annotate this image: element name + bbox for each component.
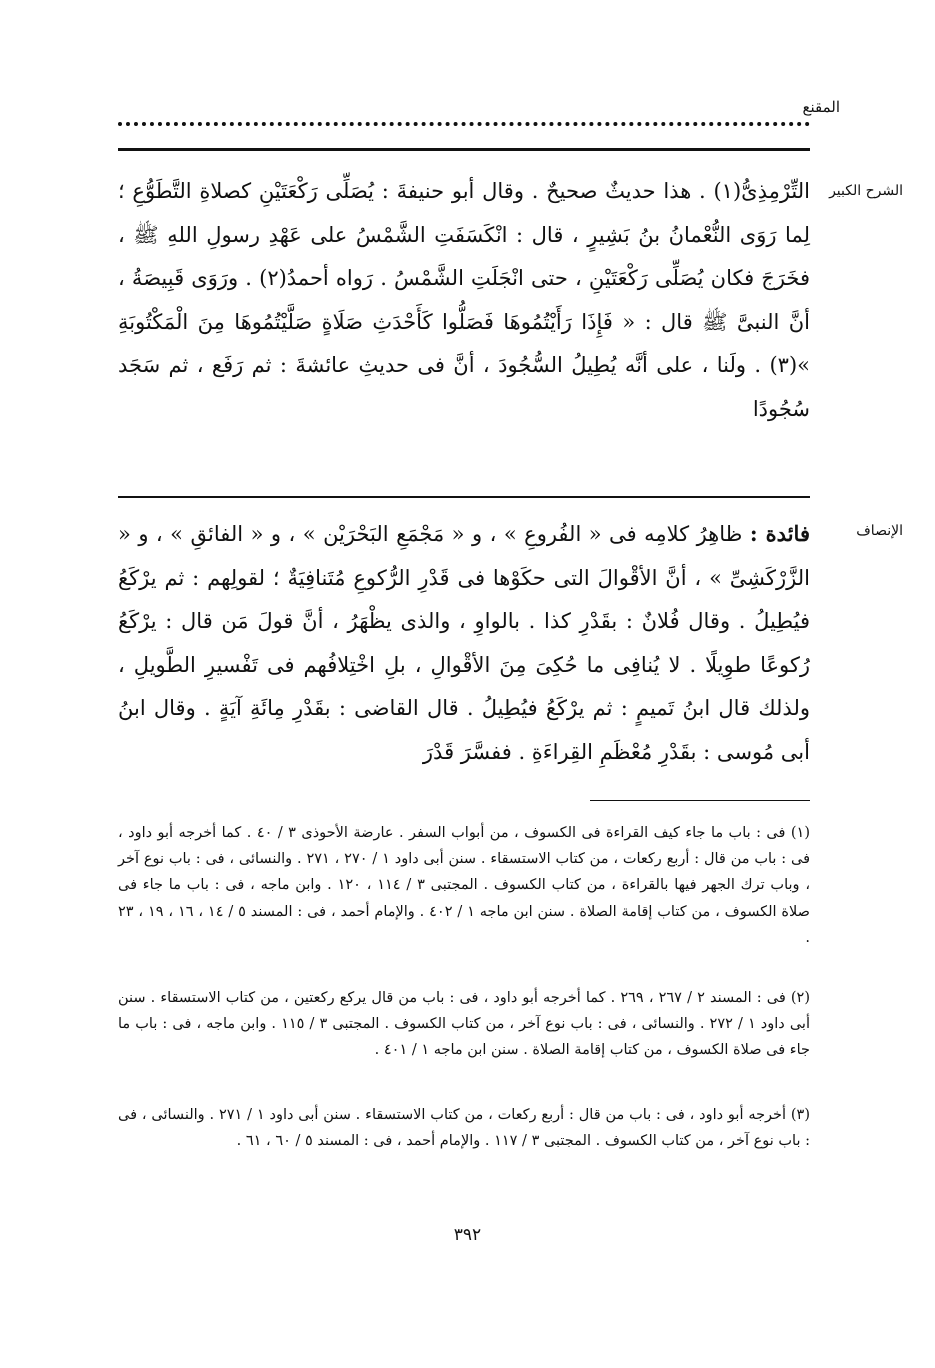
section-label-sharh: الشرح الكبير: [829, 183, 903, 199]
footnote-2: (٢) فى : المسند ٢ / ٢٦٧ ، ٢٦٩ . كما أخرجه أبو داود ، فى : باب من قال يركع ركعتين ، من كتاب الاستسقاء . سنن أبى داود ١ / ٢٧٢ . والنسائى ، فى : باب نوع آخر ، من كتاب الكسوف . المجتبى ٣ / ١١٥ . وابن ماجه ، فى : باب ما جاء فى صلاة الكسوف ، من كتاب إقامة الصلاة . سنن ابن ماجه ١ / ٤٠١ .: [118, 990, 811, 1059]
header-rule: [118, 148, 810, 151]
section-divider: [118, 496, 810, 498]
footnote-separator: [590, 800, 810, 801]
insaf-paragraph: [118, 512, 810, 774]
page-number: ٣٩٢: [453, 1225, 482, 1245]
dotted-rule: [118, 122, 810, 126]
footnote-1: (١) فى : باب ما جاء كيف القراءة فى الكسوف ، من أبواب السفر . عارضة الأحوذى ٣ / ٤٠ . كما أخرجه أبو داود ، فى : باب من قال : أربع ركعات ، من كتاب الاستسقاء . سنن أبى داود ١ / ٢٧٠ ، ٢٧١ . والنسائى ، فى : باب نوع آخر ، وباب ترك الجهر فيها بالقراءة ، من كتاب الكسوف . المجتبى ٣ / ١١٤ ، ١٢٠ . وابن ماجه ، فى : باب ما جاء فى صلاة الكسوف ، من كتاب إقامة الصلاة . سنن ابن ماجه ١ / ٤٠٢ . والإمام أحمد ، فى : المسند ٥ / ١٤ ، ١٦ ، ١٩ ، ٢٣ .: [118, 825, 811, 946]
sharh-paragraph: التِّرْمِذِىُّ(١) . هذا حديثٌ صحيحٌ . وقال أبو حنيفةَ : يُصَلِّى رَكْعَتَيْنِ كصلاةِ التَّطَوُّعِ ؛ لِما رَوَى النُّعْمانُ بنُ بَشِيرٍ ، قال : انْكَسَفَتِ الشَّمْسُ على عَهْدِ رسولِ اللهِ ﷺ ، فخَرَجَ فكان يُصَلِّى رَكْعَتَيْنِ ، حتى انْجَلَتِ الشَّمْسُ . رَواه أحمدُ(٢) . ورَوَى قَبِيصَةُ ، أنَّ النبىَّ ﷺ قال : « فَإِذَا رَأَيْتُمُوهَا فَصَلُّوا كَأَحْدَثِ صَلَاةٍ صَلَّيْتُمُوهَا مِنَ الْمَكْتُوبَةِ »(٣) . ولَنا ، على أنَّه يُطِيلُ السُّجُودَ ، أنَّ فى حديثِ عائشةَ : ثم رَفَع ، ثم سَجَد سُجُودًا: [118, 179, 811, 421]
insaf-lead-word: فائدة :: [749, 521, 810, 546]
footnote-3: (٣) أخرجه أبو داود ، فى : باب من قال : أربع ركعات ، من كتاب الاستسقاء . سنن أبى داود ١ / ٢٧١ . والنسائى ، فى : باب نوع آخر ، من كتاب الكسوف . المجتبى ٣ / ١١٧ . والإمام أحمد ، فى : المسند ٥ / ٦٠ ، ٦١ .: [118, 1107, 811, 1150]
insaf-text: ظاهِرُ كلامِه فى « الفُروعِ » ، و « مَجْمَعِ البَحْرَيْن » ، و « الفائقِ » ، و « الزَّرْكَشِىِّ » ، أنَّ الأقْوالَ التى حكَوْها فى قَدْرِ الرُّكوعِ مُتَنافِيَةٌ ؛ لقولِهم : ثم يرْكَعُ فيُطِيلُ . وقال فُلانٌ : بقَدْرِ كذا . بالواوِ ، والذى يظْهَرُ ، أنَّ قولَ مَن قال : يرْكَعُ رُكوعًا طوِيلًا . لا يُنافِى ما حُكِىَ مِنَ الأقْوالِ ، بلِ اخْتِلافُهم فى تَفْسيرِ الطَّويلِ ، ولذلك قال ابنُ تَميمٍ : ثم يرْكَعُ فيُطِيلُ . قال القاضى : بقَدْرِ مِائَةِ آيَةٍ . وقال ابنُ أبى مُوسى : بقَدْرِ مُعْظَمِ القِراءَةِ . ففسَّرَ قَدْرَ: [118, 522, 811, 764]
running-title: المقنع: [802, 98, 840, 116]
section-label-insaf: الإنصاف: [856, 523, 903, 539]
